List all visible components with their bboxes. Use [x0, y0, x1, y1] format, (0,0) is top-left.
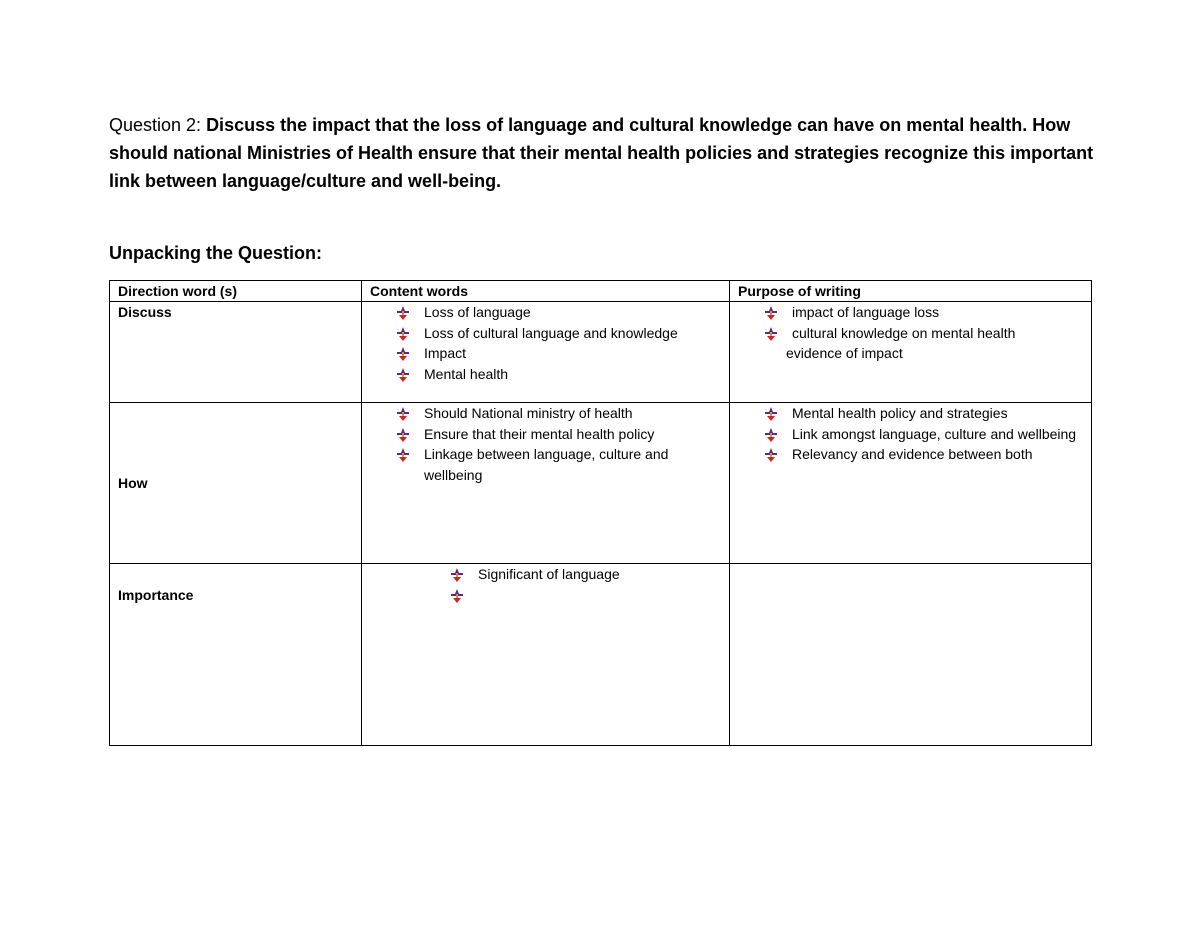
list-item: Mental health policy and strategies [738, 403, 1083, 424]
header-direction-word: Direction word (s) [110, 281, 362, 302]
question-paragraph [109, 111, 1099, 195]
list-item: Ensure that their mental health policy [370, 424, 721, 445]
purpose-cell [730, 302, 1092, 403]
list-item: Significant of language [370, 564, 721, 585]
content-words-cell [362, 403, 730, 564]
purpose-list [738, 403, 1083, 465]
unpacking-table [109, 280, 1092, 746]
arrow-bullet-icon [764, 407, 778, 421]
direction-word-cell [110, 302, 362, 403]
arrow-bullet-icon [396, 448, 410, 462]
content-words-list [370, 564, 721, 605]
list-item: Linkage between language, culture and wellbeing [370, 444, 721, 485]
list-item: Relevancy and evidence between both [738, 444, 1083, 465]
direction-word: How [118, 475, 148, 491]
arrow-bullet-icon [764, 327, 778, 341]
question-text: Discuss the impact that the loss of language and cultural knowledge can have on mental health. How should national Ministries of Health ensure that their mental health policies and strategies recognize this important link between language/culture and well-being. [109, 115, 1094, 191]
arrow-bullet-icon [396, 407, 410, 421]
table-row [110, 564, 1092, 746]
table-row [110, 403, 1092, 564]
arrow-bullet-icon [450, 589, 464, 603]
arrow-bullet-icon [764, 428, 778, 442]
purpose-cell [730, 564, 1092, 746]
list-item: impact of language loss [738, 302, 1083, 323]
arrow-bullet-icon [396, 327, 410, 341]
content-words-list [370, 403, 721, 485]
list-item [370, 585, 721, 605]
purpose-continuation: evidence of impact [786, 345, 903, 361]
list-item: Loss of language [370, 302, 721, 323]
list-item: Loss of cultural language and knowledge [370, 323, 721, 344]
direction-word: Discuss [118, 304, 172, 320]
list-item: Mental health [370, 364, 721, 385]
content-words-list [370, 302, 721, 384]
list-item: Impact [370, 343, 721, 364]
arrow-bullet-icon [396, 347, 410, 361]
purpose-cell [730, 403, 1092, 564]
direction-word: Importance [118, 587, 194, 603]
header-content-words: Content words [362, 281, 730, 302]
arrow-bullet-icon [396, 306, 410, 320]
list-item: Link amongst language, culture and wellbeing [738, 424, 1083, 445]
arrow-bullet-icon [450, 568, 464, 582]
arrow-bullet-icon [396, 428, 410, 442]
table-row [110, 302, 1092, 403]
direction-word-cell [110, 564, 362, 746]
direction-word-cell [110, 403, 362, 564]
content-words-cell [362, 302, 730, 403]
question-label: Question 2: [109, 115, 207, 135]
content-words-cell [362, 564, 730, 746]
purpose-list [738, 302, 1083, 343]
unpacking-heading: Unpacking the Question: [109, 243, 323, 263]
arrow-bullet-icon [764, 306, 778, 320]
list-item: Should National ministry of health [370, 403, 721, 424]
arrow-bullet-icon [764, 448, 778, 462]
table-header-row [110, 281, 1092, 302]
list-item: cultural knowledge on mental health [738, 323, 1083, 344]
arrow-bullet-icon [396, 368, 410, 382]
header-purpose-of-writing: Purpose of writing [730, 281, 1092, 302]
